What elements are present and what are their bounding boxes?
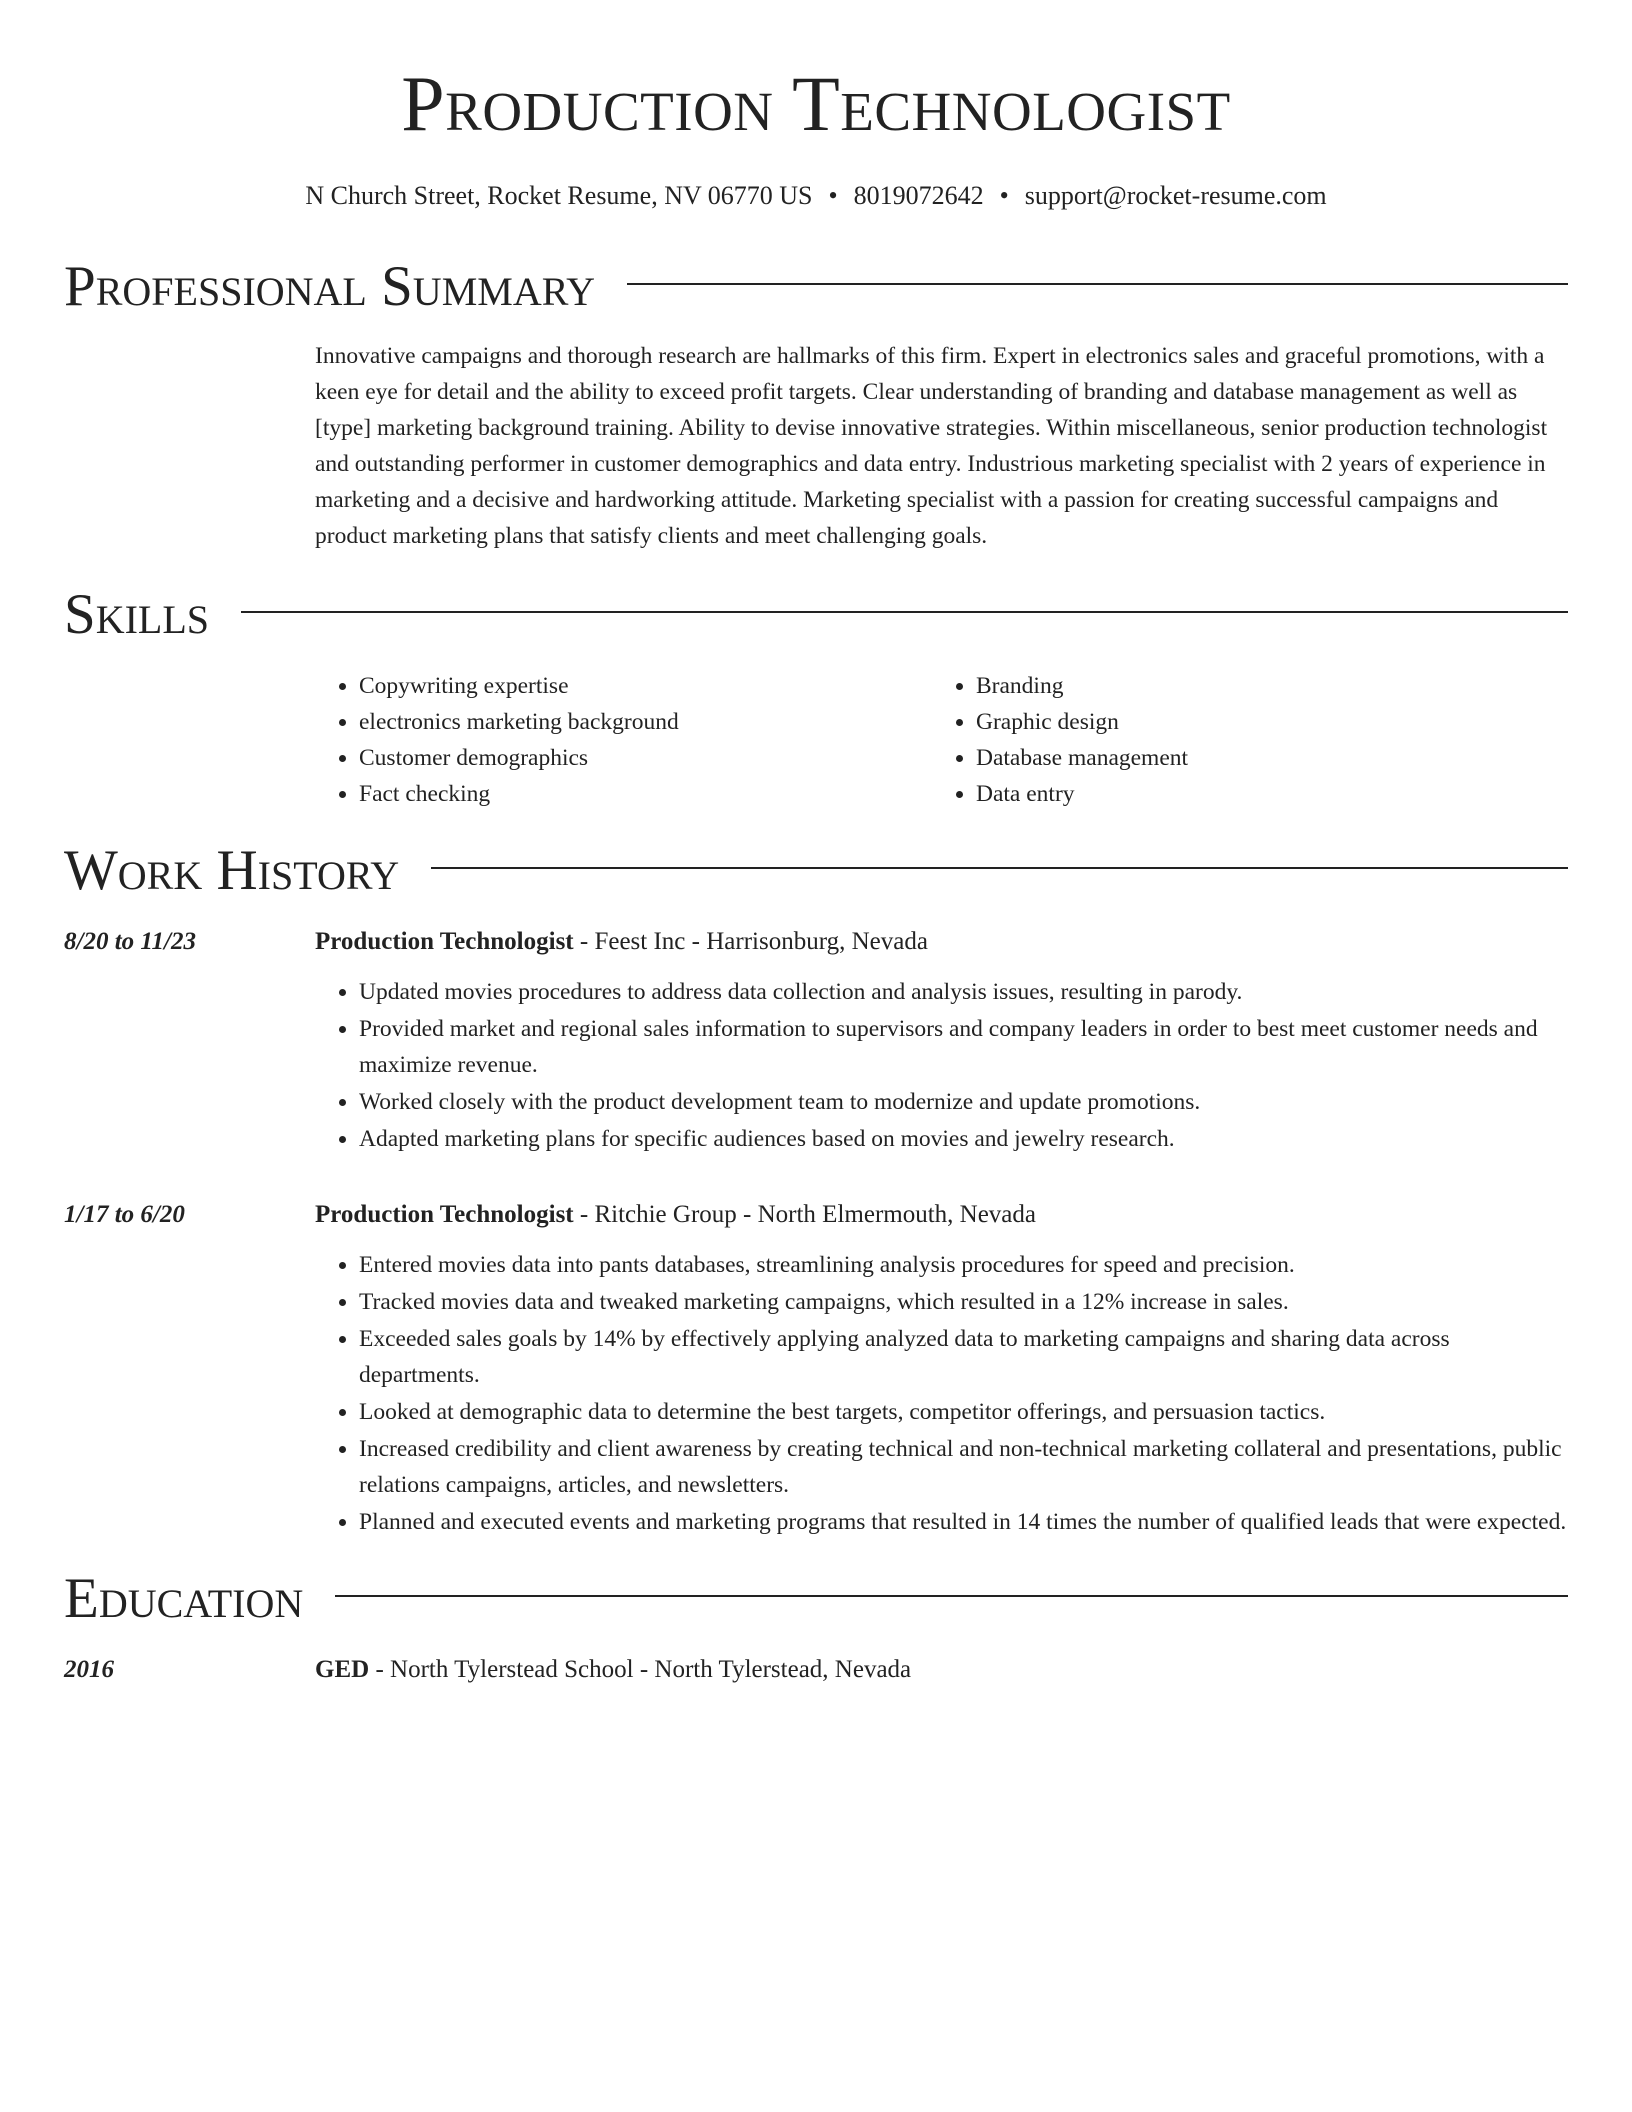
section-divider xyxy=(431,867,1568,869)
skill-item: • Graphic design xyxy=(976,704,1549,740)
contact-separator: • xyxy=(999,181,1009,210)
job-dates: 1/17 to 6/20 xyxy=(64,1201,185,1228)
contact-separator: • xyxy=(828,181,838,210)
section-divider xyxy=(627,283,1568,285)
job-bullet: • Adapted marketing plans for specific audiences based on movies and jewelry research. xyxy=(359,1121,1568,1157)
skills-section-header xyxy=(64,584,1568,646)
phone: 8019072642 xyxy=(853,181,984,210)
education-entry xyxy=(64,1652,1568,1688)
job-role: Production Technologist xyxy=(315,928,574,955)
education-degree: GED xyxy=(315,1656,370,1683)
job-bullet: • Updated movies procedures to address data collection and analysis issues, resulting in parody. xyxy=(359,974,1568,1010)
skills-section-title: Skills xyxy=(64,583,210,646)
work-section-title: Work History xyxy=(64,839,400,902)
job-title-line xyxy=(315,924,928,960)
section-divider xyxy=(241,611,1568,613)
job-dates: 8/20 to 11/23 xyxy=(64,928,196,955)
education-section-title: Education xyxy=(64,1567,304,1630)
job-header xyxy=(64,924,1568,960)
job-details: - Feest Inc - Harrisonburg, Nevada xyxy=(573,928,928,955)
job-title-line xyxy=(315,1197,1036,1233)
job-bullet: • Provided market and regional sales information to supervisors and company leaders in order to best meet customer needs and maximize revenue. xyxy=(359,1011,1568,1083)
skills-column-1 xyxy=(315,668,932,812)
contact-line xyxy=(64,180,1568,212)
skills-column-2 xyxy=(932,668,1549,812)
address: N Church Street, Rocket Resume, NV 06770 US xyxy=(305,181,813,210)
summary-section-title: Professional Summary xyxy=(64,255,596,318)
job-entry xyxy=(64,924,1568,1157)
email: support@rocket-resume.com xyxy=(1024,181,1327,210)
job-header xyxy=(64,1197,1568,1233)
job-entry xyxy=(64,1197,1568,1540)
education-details: - North Tylerstead School - North Tylerstead, Nevada xyxy=(369,1656,912,1683)
education-line xyxy=(315,1652,911,1688)
work-section-header xyxy=(64,840,1568,902)
skill-item: • Branding xyxy=(976,668,1549,704)
job-bullets xyxy=(64,974,1568,1157)
job-role: Production Technologist xyxy=(315,1201,574,1228)
job-bullet: • Planned and executed events and marketing programs that resulted in 14 times the number of qualified leads that were expected. xyxy=(359,1504,1568,1540)
job-bullet: • Exceeded sales goals by 14% by effectively applying analyzed data to marketing campaigns and sharing data across departments. xyxy=(359,1321,1568,1393)
skill-item: • Fact checking xyxy=(359,776,932,812)
job-details: - Ritchie Group - North Elmermouth, Nevada xyxy=(573,1201,1037,1228)
skills-list xyxy=(315,668,1568,812)
candidate-name: Production Technologist xyxy=(401,60,1231,147)
summary-section-header xyxy=(64,256,1568,318)
education-year: 2016 xyxy=(64,1656,114,1683)
job-bullet: • Increased credibility and client awareness by creating technical and non-technical marketing collateral and presentations, public relations campaigns, articles, and newsletters. xyxy=(359,1431,1568,1503)
job-bullet: • Looked at demographic data to determine the best targets, competitor offerings, and persuasion tactics. xyxy=(359,1394,1568,1430)
skill-item: • Data entry xyxy=(976,776,1549,812)
section-divider xyxy=(335,1595,1568,1597)
skill-item: • Customer demographics xyxy=(359,740,932,776)
skill-item: • electronics marketing background xyxy=(359,704,932,740)
job-bullets xyxy=(64,1247,1568,1540)
skill-item: • Copywriting expertise xyxy=(359,668,932,704)
skill-item: • Database management xyxy=(976,740,1549,776)
education-section-header xyxy=(64,1568,1568,1630)
job-bullet: • Worked closely with the product development team to modernize and update promotions. xyxy=(359,1084,1568,1120)
summary-text: Innovative campaigns and thorough research are hallmarks of this firm. Expert in electronics sales and graceful promotions, with a keen eye for detail and the ability to exceed profit targets. Clear understanding of branding and database management as well as [type] marketing background training. Ability to devise innovative strategies. Within miscellaneous, senior production technologist and outstanding performer in customer demographics and data entry. Industrious marketing specialist with 2 years of experience in marketing and a decisive and hardworking attitude. Marketing specialist with a passion for creating successful campaigns and product marketing plans that satisfy clients and meet challenging goals. xyxy=(315,343,1548,549)
job-bullet: • Entered movies data into pants databases, streamlining analysis procedures for speed and precision. xyxy=(359,1247,1568,1283)
job-bullet: • Tracked movies data and tweaked marketing campaigns, which resulted in a 12% increase in sales. xyxy=(359,1284,1568,1320)
